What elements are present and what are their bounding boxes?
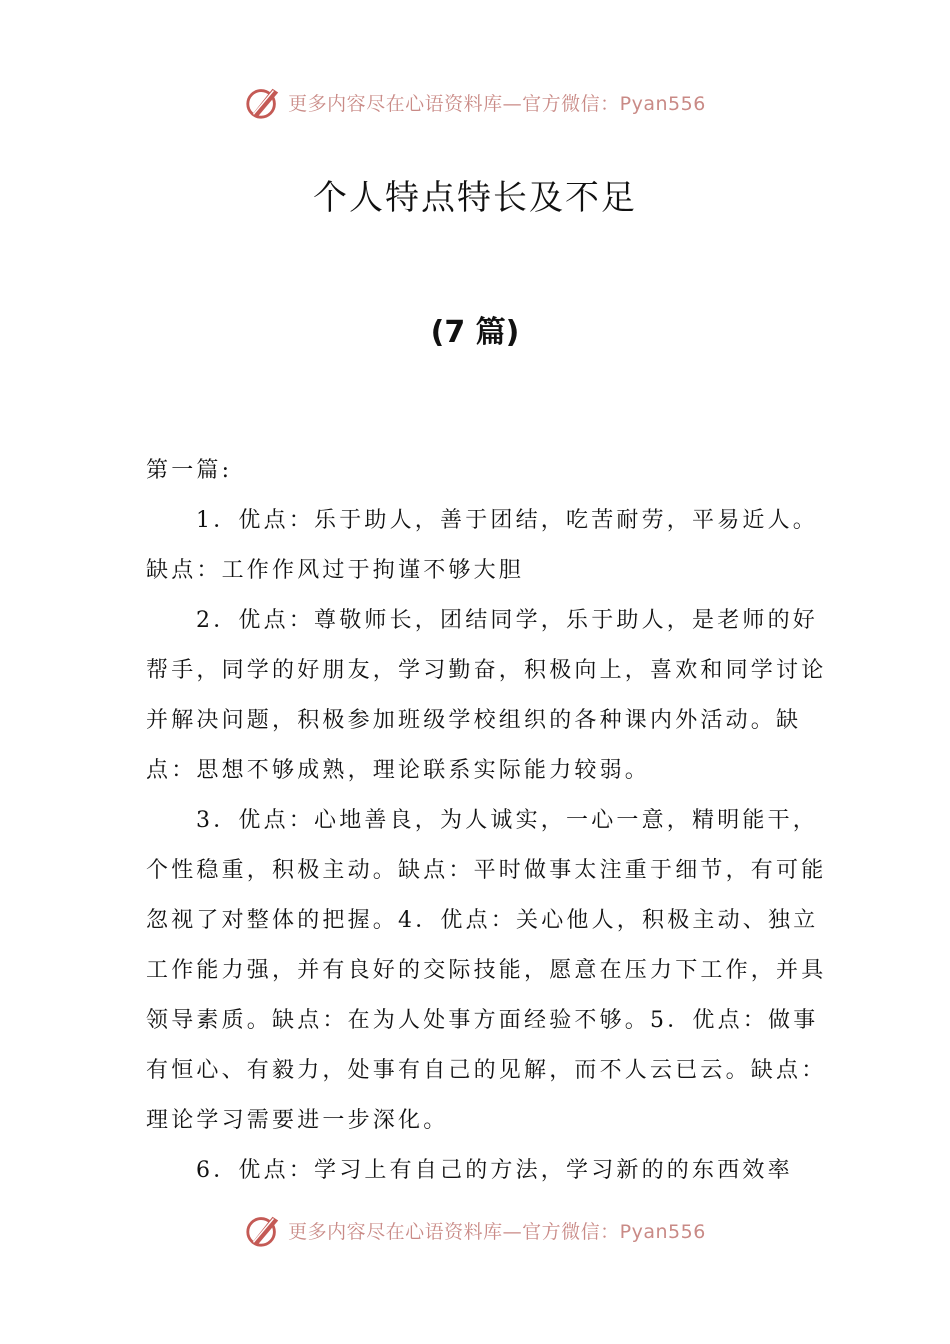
- document-title: 个人特点特长及不足: [313, 178, 637, 218]
- document-subtitle: (7 篇): [430, 315, 520, 350]
- document-body: [146, 446, 836, 1196]
- watermark-account: Pyan556: [619, 1220, 706, 1243]
- watermark-text: 更多内容尽在心语资料库—官方微信：Pyan556: [288, 92, 706, 115]
- watermark-account: Pyan556: [619, 92, 706, 115]
- watermark-text: 更多内容尽在心语资料库—官方微信：Pyan556: [288, 1220, 706, 1243]
- section-label: 第一篇:: [146, 458, 233, 483]
- quill-pen-logo-icon: [244, 1211, 282, 1249]
- paragraph-4: 6．优点：学习上有自己的方法，学习新的的东西效率: [196, 1158, 793, 1183]
- header-watermark-banner: [0, 82, 950, 122]
- paragraph-3: 3．优点：心地善良，为人诚实，一心一意，精明能干，个性稳重，积极主动。缺点：平时做事太注重于细节，有可能忽视了对整体的把握。4．优点：关心他人，积极主动、独立工作能力强，并有良好的交际技能，愿意在压力下工作，并具领导素质。缺点：在为人处事方面经验不够。5．优点：做事有恒心、有毅力，处事有自己的见解，而不人云已云。缺点：理论学习需要进一步深化。: [146, 808, 827, 1133]
- quill-pen-logo-icon: [244, 83, 282, 121]
- paragraph-2: 2．优点：尊敬师长，团结同学，乐于助人，是老师的好帮手，同学的好朋友，学习勤奋，积极向上，喜欢和同学讨论并解决问题，积极参加班级学校组织的各种课内外活动。缺点：思想不够成熟，理论联系实际能力较弱。: [146, 608, 827, 783]
- paragraph-1: 1．优点：乐于助人，善于团结，吃苦耐劳，平易近人。缺点：工作作风过于拘谨不够大胆: [146, 508, 818, 583]
- footer-watermark-banner: [0, 1210, 950, 1250]
